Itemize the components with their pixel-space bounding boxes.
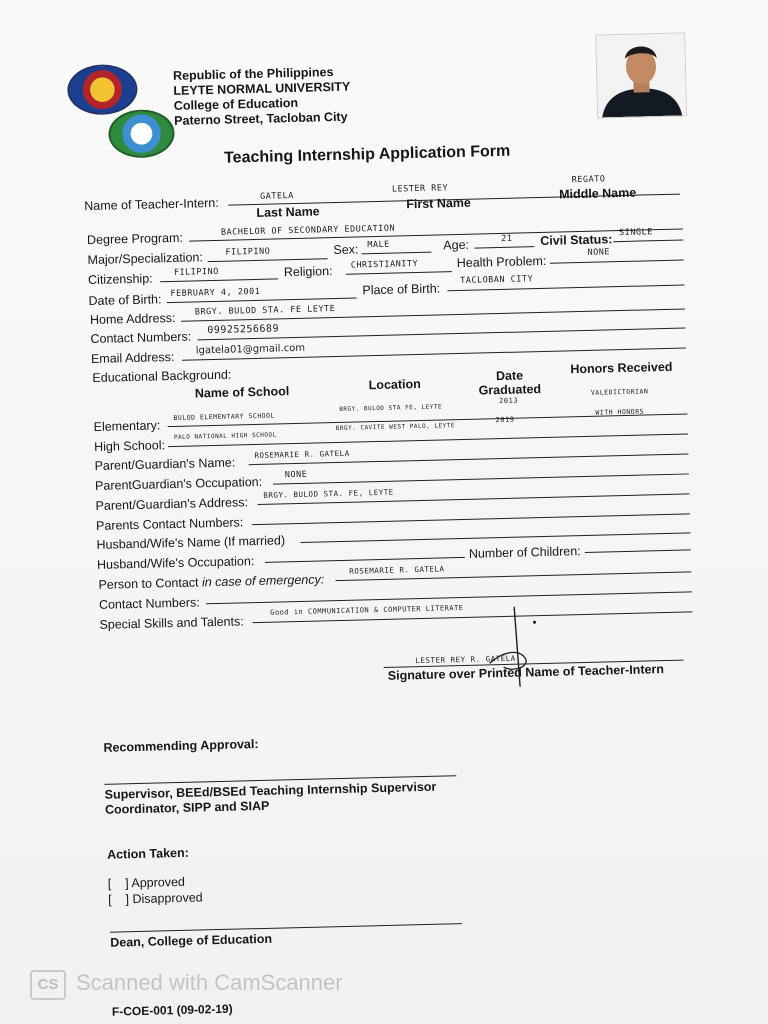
header-college: College of Education: [173, 95, 299, 113]
header-address: Paterno Street, Tacloban City: [174, 109, 348, 128]
pob-underline: [447, 284, 684, 291]
sex-underline: [361, 252, 431, 255]
signature-caption: Signature over Printed Name of Teacher-Intern: [387, 662, 665, 683]
camscanner-logo-icon: CS: [30, 970, 66, 1000]
header-university: LEYTE NORMAL UNIVERSITY: [173, 79, 351, 98]
citizenship-value: FILIPINO: [173, 266, 219, 278]
high-school-honors-value: WITH HONORS: [595, 407, 645, 417]
health-problem-value: NONE: [587, 247, 611, 258]
sex-value: MALE: [367, 239, 390, 251]
contact-label: Contact Numbers:: [90, 329, 192, 347]
civil-status-value: SINGLE: [618, 227, 653, 239]
location-column-header: Location: [368, 376, 421, 393]
guardian-occupation-underline: [273, 473, 689, 484]
emergency-number-label: Contact Numbers:: [98, 595, 200, 612]
dob-label: Date of Birth:: [88, 292, 162, 309]
health-problem-label: Health Problem:: [456, 253, 547, 271]
religion-value: CHRISTIANITY: [350, 258, 419, 271]
guardian-occupation-label: ParentGuardian's Occupation:: [94, 474, 263, 493]
elementary-date-value: 2013: [499, 396, 519, 406]
parents-contact-underline: [252, 513, 690, 525]
citizenship-label: Citizenship:: [87, 271, 153, 288]
supervisor-title-line1: Supervisor, BEEd/BSEd Teaching Internship Supervisor: [104, 779, 437, 802]
educational-background-label: Educational Background:: [92, 367, 232, 385]
guardian-address-label: Parent/Guardian's Address:: [95, 495, 249, 513]
pob-value: TACLOBAN CITY: [460, 274, 534, 286]
degree-value: BACHELOR OF SECONDARY EDUCATION: [220, 223, 396, 238]
religion-label: Religion:: [283, 264, 333, 280]
age-value: 21: [501, 233, 513, 244]
age-label: Age:: [443, 237, 470, 253]
civil-status-underline: [613, 240, 683, 243]
spouse-name-label: Husband/Wife's Name (If married): [96, 533, 286, 552]
university-seal-icon: [67, 64, 138, 116]
age-underline: [474, 246, 534, 248]
spouse-occupation-underline: [265, 557, 465, 563]
guardian-name-value: ROSEMARIE R. GATELA: [254, 448, 350, 461]
approved-checkbox[interactable]: [ ] Approved: [107, 874, 186, 891]
high-school-value: PALO NATIONAL HIGH SCHOOL: [173, 431, 277, 442]
first-name-value: LESTER REY: [391, 183, 449, 195]
contact-value: 09925256689: [207, 323, 280, 337]
applicant-photo: [595, 32, 687, 118]
children-underline: [585, 549, 691, 553]
middle-name-caption: Middle Name: [558, 185, 637, 202]
emergency-contact-value: ROSEMARIE R. GATELA: [349, 564, 445, 576]
supervisor-title-line2: Coordinator, SIPP and SIAP: [104, 798, 270, 817]
major-value: FILIPINO: [225, 246, 271, 258]
home-address-label: Home Address:: [89, 310, 176, 328]
date-graduated-column-header: Date Graduated: [478, 368, 542, 398]
pob-label: Place of Birth:: [362, 281, 441, 298]
email-value: lgatela01@gmail.com: [195, 342, 306, 357]
degree-label: Degree Program:: [86, 230, 184, 248]
email-label: Email Address:: [90, 349, 175, 367]
civil-status-label: Civil Status:: [540, 232, 613, 248]
elementary-honors-value: VALEDICTORIAN: [590, 387, 649, 397]
citizenship-underline: [160, 278, 278, 282]
disapproved-checkbox[interactable]: [ ] Disapproved: [108, 890, 203, 907]
dean-title: Dean, College of Education: [110, 931, 273, 950]
sex-label: Sex:: [333, 242, 359, 258]
college-seal-icon: [108, 109, 175, 159]
first-name-caption: First Name: [406, 195, 472, 212]
high-school-date-value: 2019: [495, 415, 515, 425]
elementary-label: Elementary:: [93, 418, 161, 434]
signature-printed-name: LESTER REY R. GATELA: [415, 653, 516, 666]
dean-signature-line: [110, 923, 462, 933]
major-label: Major/Specialization:: [87, 250, 204, 268]
guardian-address-value: BRGY. BULOD STA. FE, LEYTE: [263, 487, 394, 500]
elementary-location-value: BRGY. BULOD STA FE, LEYTE: [339, 403, 443, 413]
high-school-label: High School:: [93, 438, 166, 454]
form-title: Teaching Internship Application Form: [223, 142, 511, 167]
last-name-value: GATELA: [259, 191, 294, 202]
children-label: Number of Children:: [468, 544, 581, 561]
skills-label: Special Skills and Talents:: [99, 614, 244, 632]
religion-underline: [346, 271, 452, 275]
guardian-name-label: Parent/Guardian's Name:: [94, 455, 236, 473]
name-label: Name of Teacher-Intern:: [84, 195, 219, 214]
header-republic: Republic of the Philippines: [172, 65, 334, 83]
spouse-name-underline: [301, 532, 691, 543]
last-name-caption: Last Name: [256, 204, 320, 220]
health-problem-underline: [550, 260, 684, 264]
elementary-school-value: BULOD ELEMENTARY SCHOOL: [173, 411, 276, 423]
guardian-occupation-value: NONE: [284, 469, 308, 481]
emergency-contact-label: Person to Contact in case of emergency:: [98, 572, 325, 592]
emergency-number-underline: [206, 591, 692, 604]
major-underline: [208, 258, 328, 262]
middle-name-value: REGATO: [571, 174, 606, 186]
dob-value: FEBRUARY 4, 2001: [170, 286, 261, 300]
action-taken-label: Action Taken:: [106, 845, 189, 862]
spouse-occupation-label: Husband/Wife's Occupation:: [96, 554, 255, 572]
high-school-location-value: BRGY. CAVITE WEST PALO, LEYTE: [335, 422, 456, 433]
form-code: F-COE-001 (09-02-19): [111, 1001, 233, 1019]
honors-column-header: Honors Received: [570, 359, 673, 377]
school-column-header: Name of School: [194, 384, 290, 401]
recommending-approval-label: Recommending Approval:: [103, 737, 259, 755]
home-address-value: BRGY. BULOD STA. FE LEYTE: [194, 304, 336, 318]
parents-contact-label: Parents Contact Numbers:: [95, 515, 244, 533]
skills-value: Good in COMMUNICATION & COMPUTER LITERATE: [270, 603, 464, 617]
camscanner-watermark: Scanned with CamScanner: [76, 970, 343, 995]
